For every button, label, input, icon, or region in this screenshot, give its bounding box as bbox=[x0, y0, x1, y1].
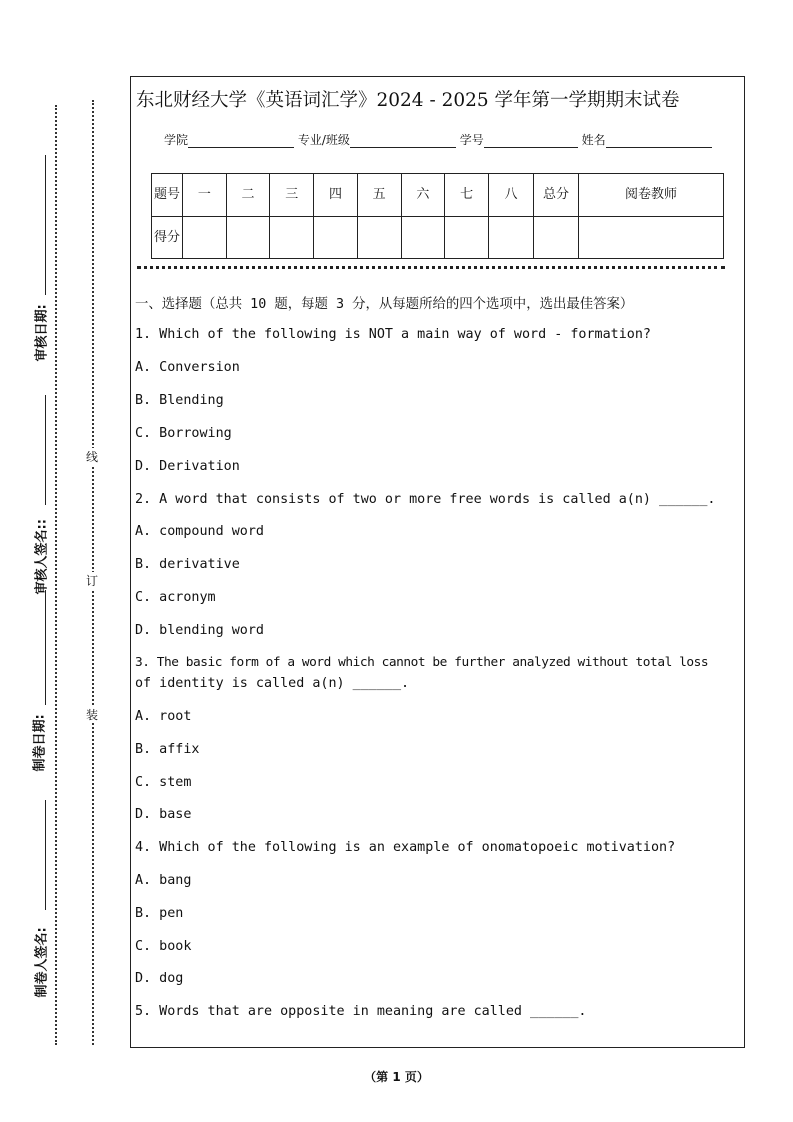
approve-date-underline bbox=[45, 155, 46, 295]
line-marker: 线 bbox=[86, 450, 99, 464]
score-cell[interactable] bbox=[314, 216, 358, 259]
make-date-label: 制卷日期: bbox=[32, 714, 48, 772]
maker-sign-label: 制卷人签名: bbox=[34, 927, 50, 998]
score-table-header-row bbox=[152, 174, 724, 217]
option: C. acronym bbox=[135, 590, 216, 605]
score-table bbox=[151, 173, 724, 259]
major-label: 专业/班级 bbox=[297, 133, 350, 147]
score-row-header: 得分 bbox=[152, 216, 183, 259]
approver-sign-label: 审核人签名:: bbox=[34, 519, 50, 595]
score-table-score-row bbox=[152, 216, 724, 259]
option: A. root bbox=[135, 709, 192, 724]
option: A. bang bbox=[135, 873, 192, 888]
reviewer-header: 阅卷教师 bbox=[579, 174, 724, 217]
student-info-row bbox=[164, 131, 712, 148]
col-2: 二 bbox=[226, 174, 270, 217]
section-heading: 一、选择题（总共 10 题，每题 3 分，从每题所给的四个选项中，选出最佳答案） bbox=[135, 297, 634, 312]
bind-marker: 订 bbox=[86, 574, 99, 588]
question-text: 2. A word that consists of two or more free words is called a(n) ______. bbox=[135, 492, 716, 507]
make-date-underline bbox=[45, 590, 46, 705]
approve-date-label: 审核日期: bbox=[34, 304, 50, 362]
question-text-cont: of identity is called a(n) ______. bbox=[135, 676, 410, 691]
option: D. dog bbox=[135, 971, 184, 986]
option: B. affix bbox=[135, 742, 200, 757]
col-4: 四 bbox=[314, 174, 358, 217]
option: C. book bbox=[135, 939, 192, 954]
score-cell[interactable] bbox=[270, 216, 314, 259]
question-number-header: 题号 bbox=[152, 174, 183, 217]
reviewer-cell[interactable] bbox=[579, 216, 724, 259]
option: A. compound word bbox=[135, 524, 264, 539]
option: C. Borrowing bbox=[135, 426, 232, 441]
score-cell[interactable] bbox=[357, 216, 401, 259]
seal-marker: 装 bbox=[86, 708, 99, 722]
question-text: 1. Which of the following is NOT a main way of word - formation? bbox=[135, 327, 651, 342]
option: B. derivative bbox=[135, 557, 240, 572]
option: A. Conversion bbox=[135, 360, 240, 375]
score-cell[interactable] bbox=[183, 216, 227, 259]
col-6: 六 bbox=[401, 174, 445, 217]
maker-sign-underline bbox=[45, 800, 46, 910]
dotted-separator bbox=[137, 266, 725, 269]
name-label: 姓名 bbox=[581, 133, 606, 147]
major-field[interactable] bbox=[350, 133, 456, 148]
option: D. base bbox=[135, 807, 192, 822]
col-7: 七 bbox=[445, 174, 489, 217]
col-total: 总分 bbox=[534, 174, 579, 217]
option: B. pen bbox=[135, 906, 184, 921]
option: D. blending word bbox=[135, 623, 264, 638]
score-cell[interactable] bbox=[401, 216, 445, 259]
page-number: （第 1 页） bbox=[364, 1070, 429, 1084]
score-cell[interactable] bbox=[445, 216, 489, 259]
col-5: 五 bbox=[357, 174, 401, 217]
name-field[interactable] bbox=[606, 133, 712, 148]
question-text: 4. Which of the following is an example of onomatopoeic motivation? bbox=[135, 840, 676, 855]
question-text: 3. The basic form of a word which cannot be further analyzed without total loss bbox=[135, 655, 709, 670]
option: C. stem bbox=[135, 775, 192, 790]
total-score-cell[interactable] bbox=[534, 216, 579, 259]
col-8: 八 bbox=[489, 174, 534, 217]
student-id-label: 学号 bbox=[459, 133, 484, 147]
approver-sign-underline bbox=[45, 395, 46, 505]
exam-title: 东北财经大学《英语词汇学》2024 - 2025 学年第一学期期末试卷 bbox=[136, 90, 680, 111]
college-label: 学院 bbox=[164, 133, 189, 147]
score-cell[interactable] bbox=[226, 216, 270, 259]
option: D. Derivation bbox=[135, 459, 240, 474]
col-1: 一 bbox=[183, 174, 227, 217]
college-field[interactable] bbox=[188, 133, 294, 148]
question-text: 5. Words that are opposite in meaning are called ______. bbox=[135, 1004, 587, 1019]
student-id-field[interactable] bbox=[484, 133, 578, 148]
score-cell[interactable] bbox=[489, 216, 534, 259]
col-3: 三 bbox=[270, 174, 314, 217]
option: B. Blending bbox=[135, 393, 224, 408]
left-dotted-line-outer bbox=[55, 105, 57, 1045]
